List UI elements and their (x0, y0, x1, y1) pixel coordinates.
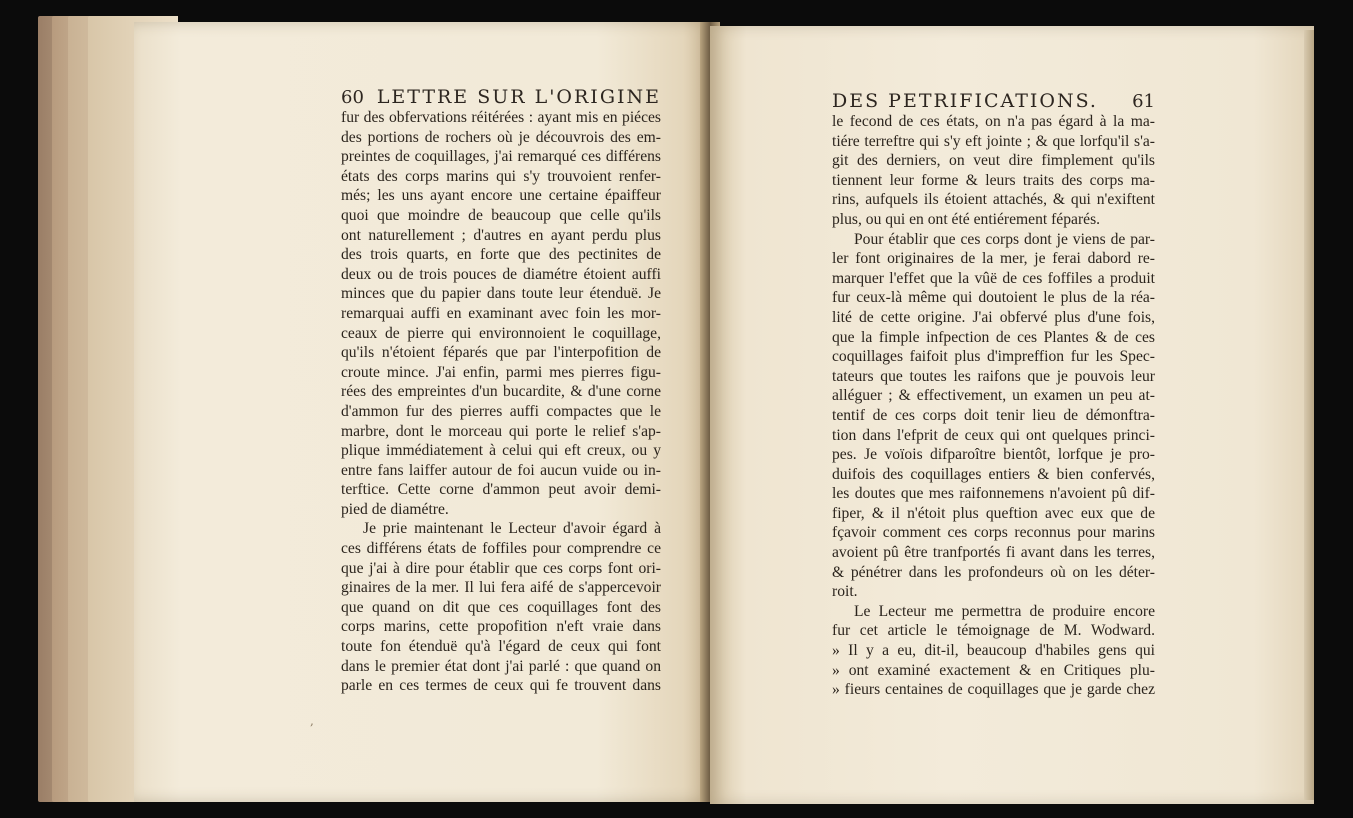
text-line: des trois quarts, en forte que des pectinites de (341, 246, 661, 264)
text-line: fur ceux-là même qui doutoient le plus de la réa- (832, 289, 1155, 307)
text-line: pes. Je voïois difparoître bientôt, lorfque je pro- (832, 446, 1155, 464)
text-line: marbre, dont le morceau qui porte le relief s'ap- (341, 422, 661, 440)
text-line: les doutes que mes raifonnemens n'avoient pû dif- (832, 485, 1155, 503)
text-line: més; les uns ayant encore une certaine épaiffeur (341, 187, 661, 205)
text-line: preintes de coquillages, j'ai remarqué ces différens (341, 148, 661, 166)
text-line: fçavoir comment ces corps reconnus pour marins (832, 524, 1155, 542)
text-line: qu'ils n'étoient féparés que par l'interpofition de (341, 344, 661, 362)
right-page-number: 61 (1132, 91, 1155, 112)
text-line: » ont examiné exactement & en Critiques plu- (832, 661, 1155, 679)
right-running-title: DES PETRIFICATIONS. (832, 90, 1098, 112)
text-line: marquer l'effet que la vûë de ces foffiles a produit (832, 269, 1155, 287)
text-line: fur cet article le témoignage de M. Wodward. (832, 622, 1155, 640)
text-line: plus, ou qui en ont été entiérement féparés. (832, 210, 1101, 228)
text-line: entre fans laiffer autour de foi aucun vuide ou in- (341, 461, 661, 479)
page-edge (1304, 30, 1314, 800)
text-line: pied de diamétre. (341, 500, 449, 518)
text-line: roit. (832, 583, 858, 601)
text-line: duifois des coquillages entiers & bien confervés, (832, 465, 1155, 483)
text-line: terftice. Cette corne d'ammon peut avoir demi- (341, 481, 661, 499)
text-line: lité de cette origine. J'ai obfervé plus d'une fois, (832, 308, 1155, 326)
text-line: minces que du papier dans toute leur étenduë. Je (341, 285, 661, 303)
text-line: ginaires de la mer. Il lui fera aifé de s'appercevoir (341, 579, 661, 597)
text-line: » Il y a eu, dit-il, beaucoup d'habiles gens qui (832, 642, 1155, 660)
text-line: parle en ces termes de ceux qui fe trouvent dans (341, 677, 661, 695)
left-running-head (341, 86, 661, 108)
text-line: » fieurs centaines de coquillages que je garde chez (832, 681, 1155, 699)
text-line: Le Lecteur me permettra de produire encore (854, 602, 1155, 620)
text-line: plique immédiatement à celui qui eft creux, ou y (341, 442, 661, 460)
open-book (38, 12, 1318, 804)
text-line: corps marins, cette propofition n'eft vraie dans (341, 618, 661, 636)
text-line: toute fon étenduë qu'à l'égard de ceux qui font (341, 638, 661, 656)
left-page-number: 60 (341, 87, 364, 108)
text-line: Pour établir que ces corps dont je viens de par- (854, 230, 1155, 248)
left-body-text (341, 108, 661, 696)
text-line: tentif de ces corps doit tenir lieu de démonftra- (832, 406, 1155, 424)
text-line: dans le premier état dont j'ai parlé : que quand on (341, 657, 661, 675)
text-line: d'ammon fur des pierres auffi compactes que le (341, 402, 661, 420)
text-line: rées des empreintes d'un bucardite, & d'une corne (341, 383, 661, 401)
text-line: remarquai auffi en examinant avec foin les mor- (341, 304, 661, 322)
text-line: alléguer ; & effectivement, un examen un peu at- (832, 387, 1155, 405)
text-line: fiper, & il n'étoit plus queftion avec eux que de (832, 504, 1155, 522)
text-line: quoi que moindre de beaucoup que celle qu'ils (341, 206, 661, 224)
right-page (710, 26, 1314, 804)
text-line: tateurs que toutes les raifons que je pouvois leur (832, 367, 1155, 385)
right-body-text (832, 112, 1155, 700)
text-line: tiére terreftre qui s'y eft jointe ; & que lorfqu'il s'a- (832, 132, 1155, 150)
text-line: que la fimple infpection de ces Plantes & de ces (832, 328, 1155, 346)
text-line: ceaux de pierre qui environnoient le coquillage, (341, 324, 661, 342)
text-line: le fecond de ces états, on n'a pas égard à la ma- (832, 113, 1155, 130)
left-page (134, 22, 712, 802)
text-line: que quand on dit que ces coquillages font des (341, 598, 661, 616)
text-line: ler font originaires de la mer, je ferai dabord re- (832, 250, 1155, 268)
margin-mark: , (310, 714, 314, 728)
text-line: fur des obfervations réitérées : ayant mis en piéces (341, 109, 661, 126)
text-line: ces différens états de foffiles pour comprendre ce (341, 540, 661, 558)
text-line: deux ou de trois pouces de diamétre étoient auffi (341, 265, 661, 283)
text-line: ont naturellement ; d'autres en ayant perdu plus (341, 226, 661, 244)
text-line: états des corps marins qui s'y trouvoient renfer- (341, 167, 661, 185)
left-running-title: LETTRE SUR L'ORIGINE (376, 86, 661, 108)
text-line: des portions de rochers où je découvrois des em- (341, 128, 661, 146)
text-line: que j'ai à dire pour établir que ces corps font ori- (341, 559, 661, 577)
text-line: Je prie maintenant le Lecteur d'avoir égard à (363, 520, 661, 538)
text-line: & pénétrer dans les profondeurs où on les déter- (832, 563, 1155, 581)
text-line: git des derniers, on veut dire fimplement qu'ils (832, 152, 1155, 170)
right-running-head (832, 90, 1155, 112)
text-line: rins, aufquels ils étoient attachés, & qui n'exiftent (832, 191, 1155, 209)
text-line: tiennent leur forme & leurs traits des corps ma- (832, 171, 1155, 189)
text-line: avoient pû être tranfportés fi avant dans les terres, (832, 544, 1155, 562)
text-line: croute mince. J'ai enfin, parmi mes pierres figu- (341, 363, 661, 381)
text-line: tion dans l'efprit de ceux qui ont quelques princi- (832, 426, 1155, 444)
text-line: coquillages faifoit plus d'impreffion fur les Spec- (832, 348, 1155, 366)
